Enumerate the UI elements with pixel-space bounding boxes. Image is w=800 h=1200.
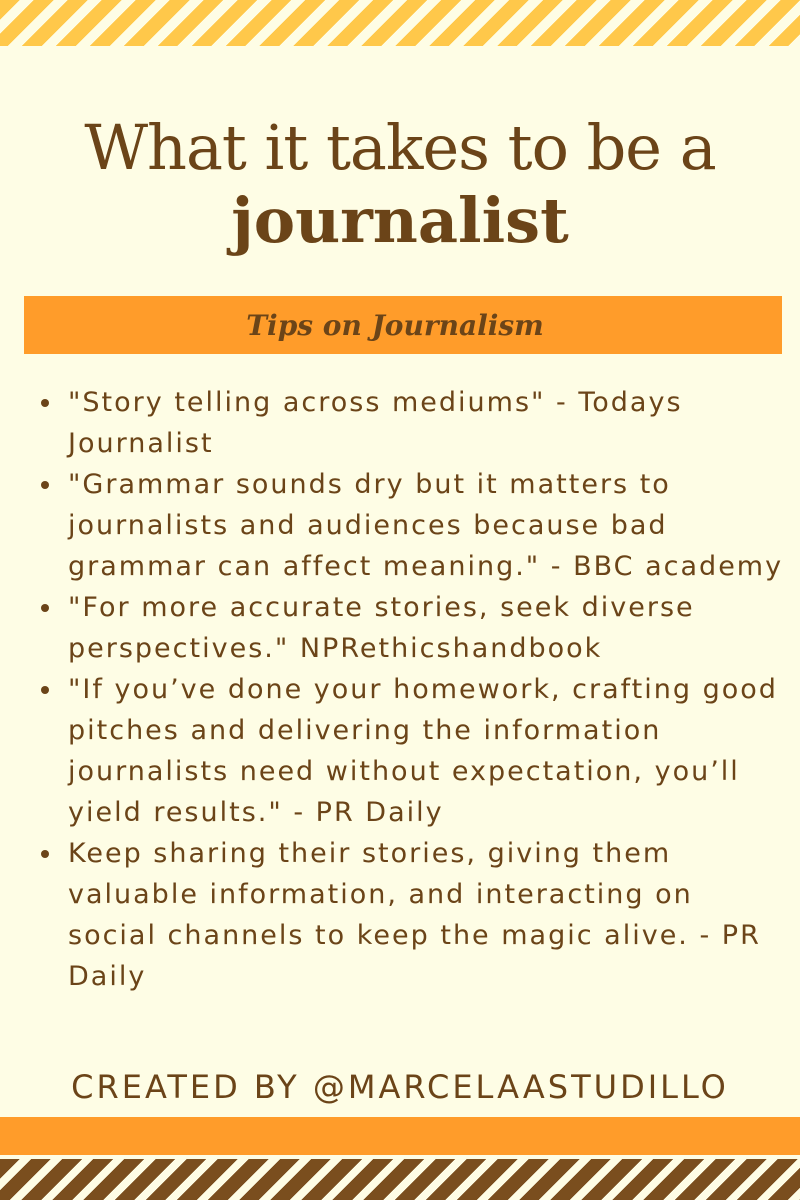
tip-text: Keep sharing their stories, giving them valuable information, and interacting on social channels to keep the magic alive. - PR Daily <box>68 838 761 992</box>
top-decorative-stripe <box>0 0 800 46</box>
list-item <box>68 833 788 997</box>
tip-text: "For more accurate stories, seek diverse perspectives." NPRethicshandbook <box>68 592 695 664</box>
bottom-orange-bar <box>0 1117 800 1155</box>
page-title <box>0 108 800 260</box>
banner-label: Tips on Journalism <box>246 309 544 342</box>
tips-list <box>68 382 788 997</box>
section-banner <box>24 296 782 354</box>
list-item <box>68 382 788 464</box>
bottom-decorative-stripe <box>0 1159 800 1200</box>
tip-text: "Grammar sounds dry but it matters to journalists and audiences because bad grammar can affect meaning." - BBC academy <box>68 469 784 582</box>
title-line-2: journalist <box>231 184 569 257</box>
title-line-1: What it takes to be a <box>84 111 716 184</box>
list-item <box>68 669 788 833</box>
list-item <box>68 587 788 669</box>
tip-text: "If you’ve done your homework, crafting good pitches and delivering the information journalists need without expectation, you’ll yield results." - PR Daily <box>68 674 778 828</box>
author-credit: CREATED BY @MARCELAASTUDILLO <box>71 1068 729 1106</box>
tip-text: "Story telling across mediums" - Todays Journalist <box>68 387 683 459</box>
list-item <box>68 464 788 587</box>
